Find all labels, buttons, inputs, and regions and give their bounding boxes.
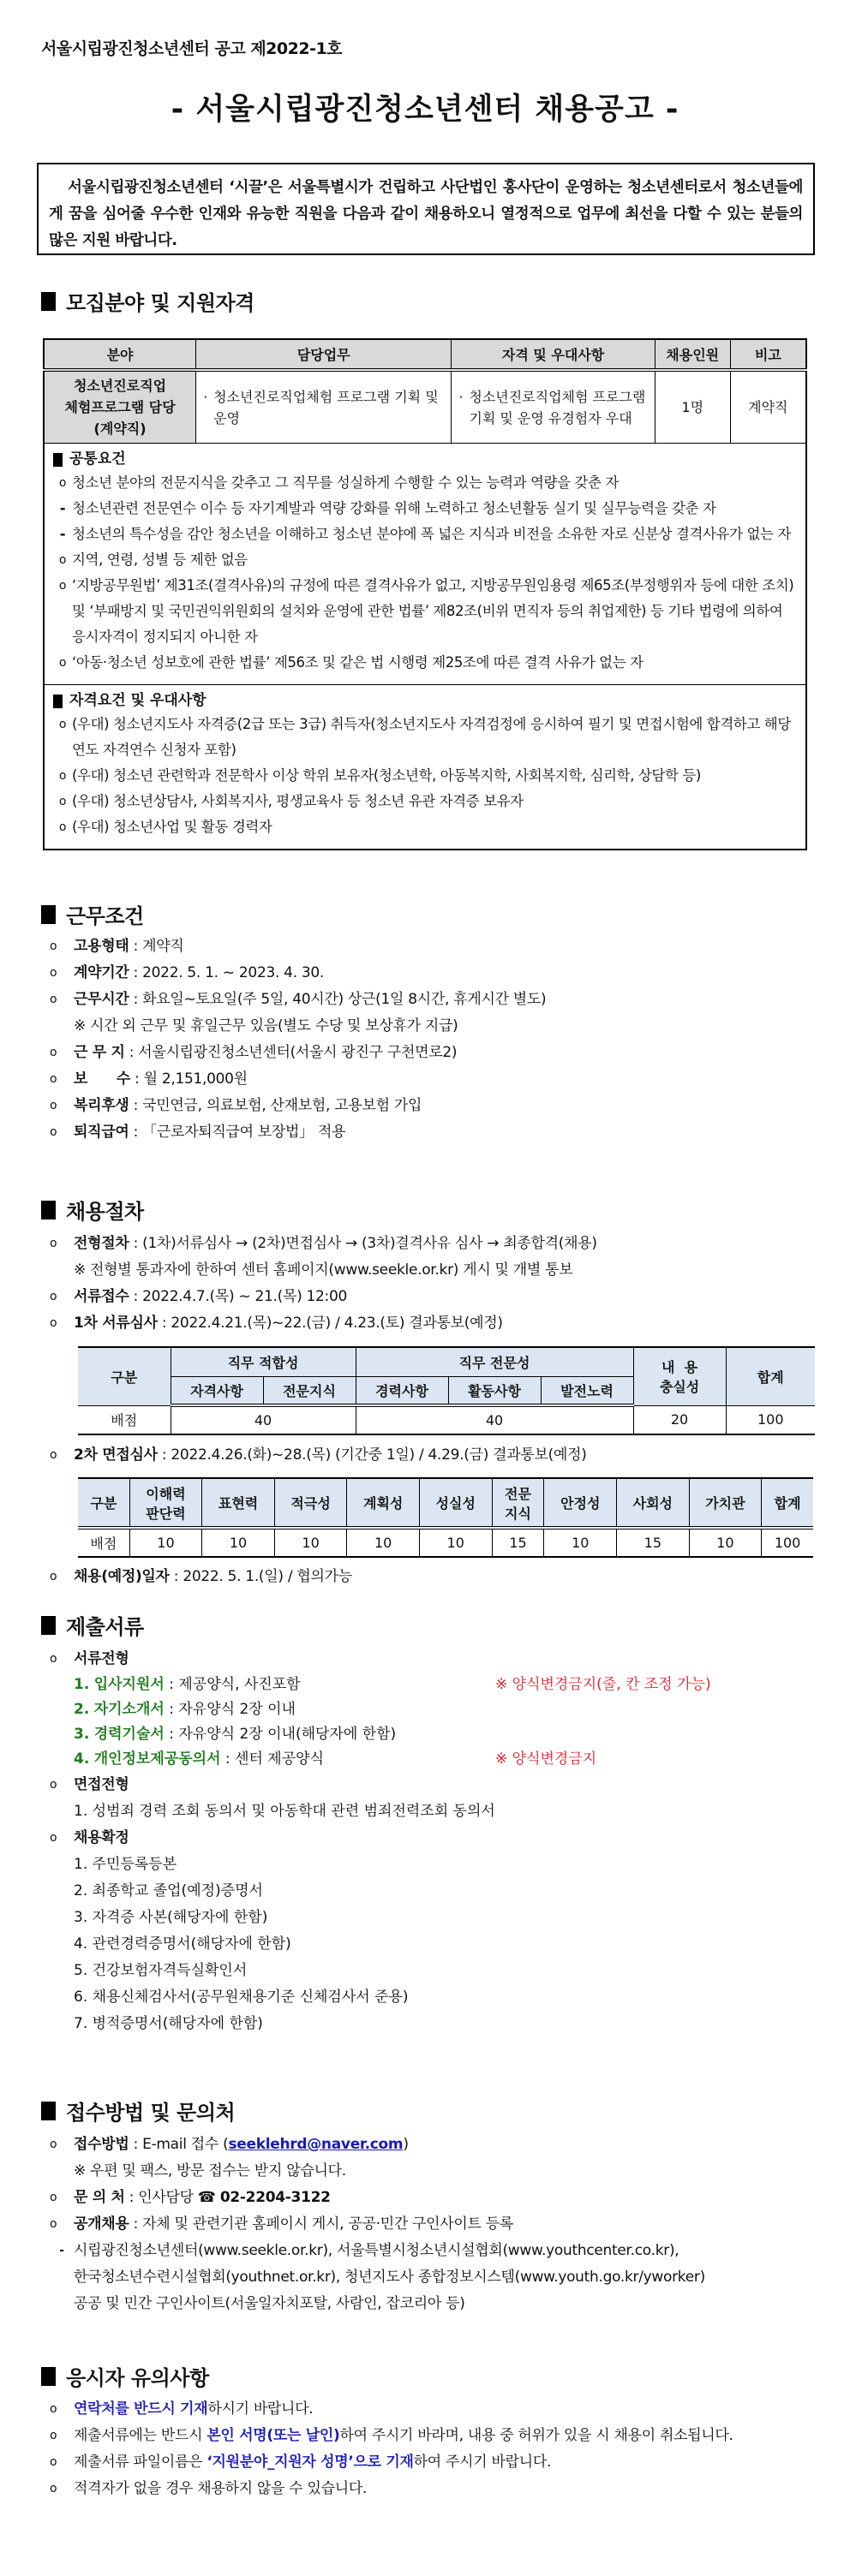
table-header-row	[44, 339, 806, 370]
field-cell: 청소년진로직업 체험프로그램 담당 (계약직)	[44, 370, 196, 444]
list-item: o 제출서류에는 반드시 본인 서명(또는 날인)하여 주시기 바라며, 내용 중 허위가 있을 시 채용이 취소됩니다.	[50, 2427, 733, 2444]
square-bullet-icon	[53, 695, 63, 708]
col-note: 비고	[730, 339, 806, 370]
score-corner: 구분	[78, 1347, 171, 1405]
condition-salary: o 보 수 : 월 2,151,000원	[50, 1070, 248, 1088]
section-contact-title: 접수방법 및 문의처	[41, 2096, 235, 2126]
procedure-second	[50, 1442, 812, 1469]
procedure-interview: o 2차 면접심사 : 2022.4.26.(화)~28.(목) (기간중 1일) / 4.29.(금) 결과통보(예정)	[50, 1446, 587, 1464]
list-item: 6. 채용신체검사서(공무원채용기준 신체검사서 준용)	[74, 1989, 409, 2006]
common-requirements-row	[44, 444, 806, 685]
list-item: o ‘아동·청소년 성보호에 관한 법률’ 제56조 및 같은 법 시행령 제25조에 따른 결격 사유가 없는 자	[58, 654, 643, 671]
document-review-score-table	[78, 1346, 815, 1435]
section-documents-title: 제출서류	[41, 1610, 144, 1640]
procedure-steps-note: ※ 전형별 통과자에 한하여 센터 홈페이지(www.seekle.or.kr) 게시 및 개별 통보	[74, 1261, 573, 1279]
list-item: 1. 성범죄 경력 조회 동의서 및 아동학대 관련 범죄전력조회 동의서	[74, 1803, 495, 1820]
common-requirements-title: 공통요건	[53, 449, 797, 470]
preferred-requirements-title: 자격요건 및 우대사항	[53, 690, 797, 712]
list-item: o (우대) 청소년지도사 자격증(2급 또는 3급) 취득자(청소년지도사 자격검정에 응시하여 필기 및 면접시험에 합격하고 해당연도 자격연수 신청자 포함)	[58, 716, 791, 758]
score-sub-effort: 발전노력	[541, 1376, 633, 1405]
condition-benefits: o 복리후생 : 국민연금, 의료보험, 산재보험, 고용보험 가입	[50, 1097, 422, 1114]
phone-number: 02-2204-3122	[219, 2189, 331, 2206]
condition-severance: o 퇴직급여 : 「근로자퇴직급여 보장법」 적용	[50, 1124, 346, 1141]
list-item: o (우대) 청소년상담사, 사회복지사, 평생교육사 등 청소년 유관 자격증 보유자	[58, 793, 524, 809]
table-row	[44, 370, 806, 444]
list-item: 2. 자기소개서 : 자유양식 2장 이내	[74, 1701, 296, 1718]
preferred-requirements-row	[44, 685, 806, 850]
contact-inquiry: o 문 의 처 : 인사담당 ☎ 02-2204-3122	[50, 2189, 331, 2206]
table-row: 배점 10 10 10 10 10 15 10 15 10 100	[78, 1528, 813, 1557]
procedure-list	[50, 1231, 812, 1337]
interview-score-table: 구분 이해력 판단력 표현력 적극성 계획성 성실성 전문 지식 안정성 사회성 가치관 합계 배점 10 10 10 10 10 15 10 15 10 100	[78, 1477, 813, 1558]
list-item: o (우대) 청소년 관련학과 전문학사 이상 학위 보유자(청소년학, 아동복지학, 사회복지학, 심리학, 상담학 등)	[58, 767, 701, 784]
square-bullet-icon	[53, 453, 63, 467]
contact-sites: - 시립광진청소년센터(www.seekle.or.kr), 서울특별시청소년시설협회(www.youthcenter.co.kr),	[59, 2242, 679, 2259]
score-sub-knowledge: 전문지식	[263, 1376, 356, 1405]
note-cell: 계약직	[730, 370, 806, 444]
list-item: 2. 최종학교 졸업(예정)증명서	[74, 1882, 263, 1899]
contact-public: o 공개채용 : 자체 및 관련기관 홈페이시 게시, 공공·민간 구인사이트 등록	[50, 2215, 514, 2233]
page-title: - 서울시립광진청소년센터 채용공고 -	[171, 92, 679, 127]
list-item: 4. 개인정보제공동의서 : 센터 제공양식 ※ 양식변경금지	[74, 1750, 597, 1768]
recruitment-table	[43, 338, 807, 850]
preferred-requirements	[44, 685, 806, 850]
score-sub-qualification: 자격사항	[171, 1376, 263, 1405]
score-sub-career: 경력사항	[356, 1376, 448, 1405]
list-item: 1. 입사지원서 : 제공양식, 사진포함 ※ 양식변경금지(줄, 칸 조정 가능)	[74, 1676, 711, 1693]
documents-interview-title: o 면접전형	[50, 1776, 129, 1793]
square-bullet-icon	[41, 1616, 56, 1635]
condition-work-hours-note: ※ 시간 외 근무 및 휴일근무 있음(별도 수당 및 보상휴가 지급)	[74, 1017, 458, 1035]
list-item: 5. 건강보험자격득실확인서	[74, 1962, 248, 1979]
documents-confirm-title: o 채용확정	[50, 1829, 129, 1846]
condition-work-hours: o 근무시간 : 화요일~토요일(주 5일, 40시간) 상근(1일 8시간, 휴게시간 별도)	[50, 991, 547, 1008]
section-procedure-title: 채용절차	[41, 1195, 144, 1225]
square-bullet-icon	[41, 1201, 56, 1219]
list-item: 1. 주민등록등본	[74, 1856, 177, 1873]
col-headcount: 채용인원	[655, 339, 730, 370]
procedure-hire-date: o 채용(예정)일자 : 2022. 5. 1.(일) / 협의가능	[50, 1568, 352, 1585]
contact-method-note: ※ 우편 및 팩스, 방문 접수는 받지 않습니다.	[74, 2162, 346, 2179]
email-link[interactable]: seeklehrd@naver.com	[228, 2136, 404, 2153]
intro-box	[37, 163, 815, 255]
section-conditions-title: 근무조건	[41, 899, 144, 929]
condition-contract-period: o 계약기간 : 2022. 5. 1. ~ 2023. 4. 30.	[50, 964, 325, 981]
list-item: o 제출서류 파일이름은 ‘지원분야_지원자 성명’으로 기재하여 주시기 바랍니다.	[50, 2454, 552, 2471]
score-total-header: 합계	[726, 1347, 815, 1405]
documents-list	[50, 1646, 812, 2037]
list-item: o 청소년 분야의 전문지식을 갖추고 그 직무를 성실하게 수행할 수 있는 능력과 역량을 갖춘 자	[58, 474, 619, 491]
contact-list	[50, 2132, 812, 2317]
list-item: - 청소년관련 전문연수 이수 등 자기계발과 역량 강화를 위해 노력하고 청소년활동 실기 및 실무능력을 갖춘 자	[59, 500, 716, 516]
list-item: o 연락처를 반드시 기재하시기 바랍니다.	[50, 2400, 314, 2418]
list-item: o 지역, 연령, 성별 등 제한 없음	[58, 552, 248, 568]
conditions-list	[50, 933, 812, 1146]
list-item: o 적격자가 없을 경우 채용하지 않을 수 있습니다.	[50, 2480, 368, 2497]
list-item: - 청소년의 특수성을 감안 청소년을 이해하고 청소년 분야에 폭 넓은 지식과 비전을 소유한 자로 신분상 결격사유가 없는 자	[59, 526, 791, 542]
list-item: 4. 관련경력증명서(해당자에 한함)	[74, 1935, 291, 1953]
square-bullet-icon	[41, 2102, 56, 2120]
procedure-application-period: o 서류접수 : 2022.4.7.(목) ~ 21.(목) 12:00	[50, 1288, 348, 1305]
score-group-expertise: 직무 전문성	[356, 1347, 633, 1376]
notice-list	[50, 2396, 812, 2502]
list-item: o ‘지방공무원법’ 제31조(결격사유)의 규정에 따른 결격사유가 없고, 지방공무원임용령 제65조(부정행위자 등에 대한 조치) 및 ‘부패방지 및 국민권익위원회의 설치와 운영에 관한 법률’ 제82조(비위 면직자 등의 취업제한) 등 기타 법령에 의하여 응시자격이 정지되지 아니한 자	[58, 577, 794, 645]
screening-docs	[50, 1673, 812, 1772]
procedure-steps: o 전형절차 : (1차)서류심사 → (2차)면접심사 → (3차)결격사유 심사 → 최종합격(채용)	[50, 1235, 597, 1252]
common-requirements	[44, 444, 806, 685]
section-recruitment-title: 모집분야 및 지원자격	[41, 286, 254, 316]
col-field: 분야	[44, 339, 196, 370]
list-item: 3. 자격증 사본(해당자에 한함)	[74, 1909, 268, 1926]
col-duty: 담당업무	[196, 339, 452, 370]
intro-text: 서울시립광진청소년센터 ‘시끌’은 서울특별시가 건립하고 사단법인 홍사단이 운영하는 청소년센터로서 청소년들에게 꿈을 심어줄 우수한 인재와 유능한 직원을 다음과 같이 채용하오니 열정적으로 업무에 최선을 다할 수 있는 분들의 많은 지원 바랍니다.	[49, 179, 803, 249]
square-bullet-icon	[41, 292, 56, 311]
condition-employment-type: o 고용형태 : 계약직	[50, 938, 184, 955]
score-content: 내 용 충실성	[633, 1347, 726, 1405]
contact-sites-line: 공공 및 민간 구인사이트(서울일자치포탈, 사람인, 잡코리아 등)	[74, 2295, 465, 2312]
announcement-number: 서울시립광진청소년센터 공고 제2022-1호	[41, 39, 343, 58]
score-group-job-fit: 직무 적합성	[171, 1347, 356, 1376]
headcount-cell: 1명	[655, 370, 730, 444]
condition-workplace: o 근 무 지 : 서울시립광진청소년센터(서울시 광진구 구천면로2)	[50, 1044, 458, 1061]
list-item: 7. 병적증명서(해당자에 한함)	[74, 2015, 263, 2032]
phone-icon: ☎	[197, 2189, 216, 2206]
qualification-cell: · 청소년진로직업체험 프로그램 기획 및 운영 유경험자 우대	[452, 370, 655, 444]
square-bullet-icon	[41, 905, 56, 924]
list-item: o (우대) 청소년사업 및 활동 경력자	[58, 819, 272, 835]
documents-screening-title: o 서류전형	[50, 1650, 129, 1667]
contact-method: o 접수방법 : E-mail 접수 (seeklehrd@naver.com)	[50, 2136, 409, 2153]
table-row: 배점 40 40 20 100	[78, 1405, 815, 1434]
procedure-first-review: o 1차 서류심사 : 2022.4.21.(목)~22.(금) / 4.23.(토) 결과통보(예정)	[50, 1315, 503, 1332]
square-bullet-icon	[41, 2367, 56, 2386]
score-sub-activity: 활동사항	[448, 1376, 541, 1405]
contact-sites-line: 한국청소년수련시설협회(youthnet.or.kr), 청년지도사 종합정보시스템(www.youth.go.kr/yworker)	[74, 2269, 705, 2286]
section-notice-title: 응시자 유의사항	[41, 2361, 209, 2391]
list-item: 3. 경력기술서 : 자유양식 2장 이내(해당자에 한함)	[74, 1726, 397, 1743]
col-qualification: 자격 및 우대사항	[452, 339, 655, 370]
duty-cell: · 청소년진로직업체험 프로그램 기획 및 운영	[196, 370, 452, 444]
